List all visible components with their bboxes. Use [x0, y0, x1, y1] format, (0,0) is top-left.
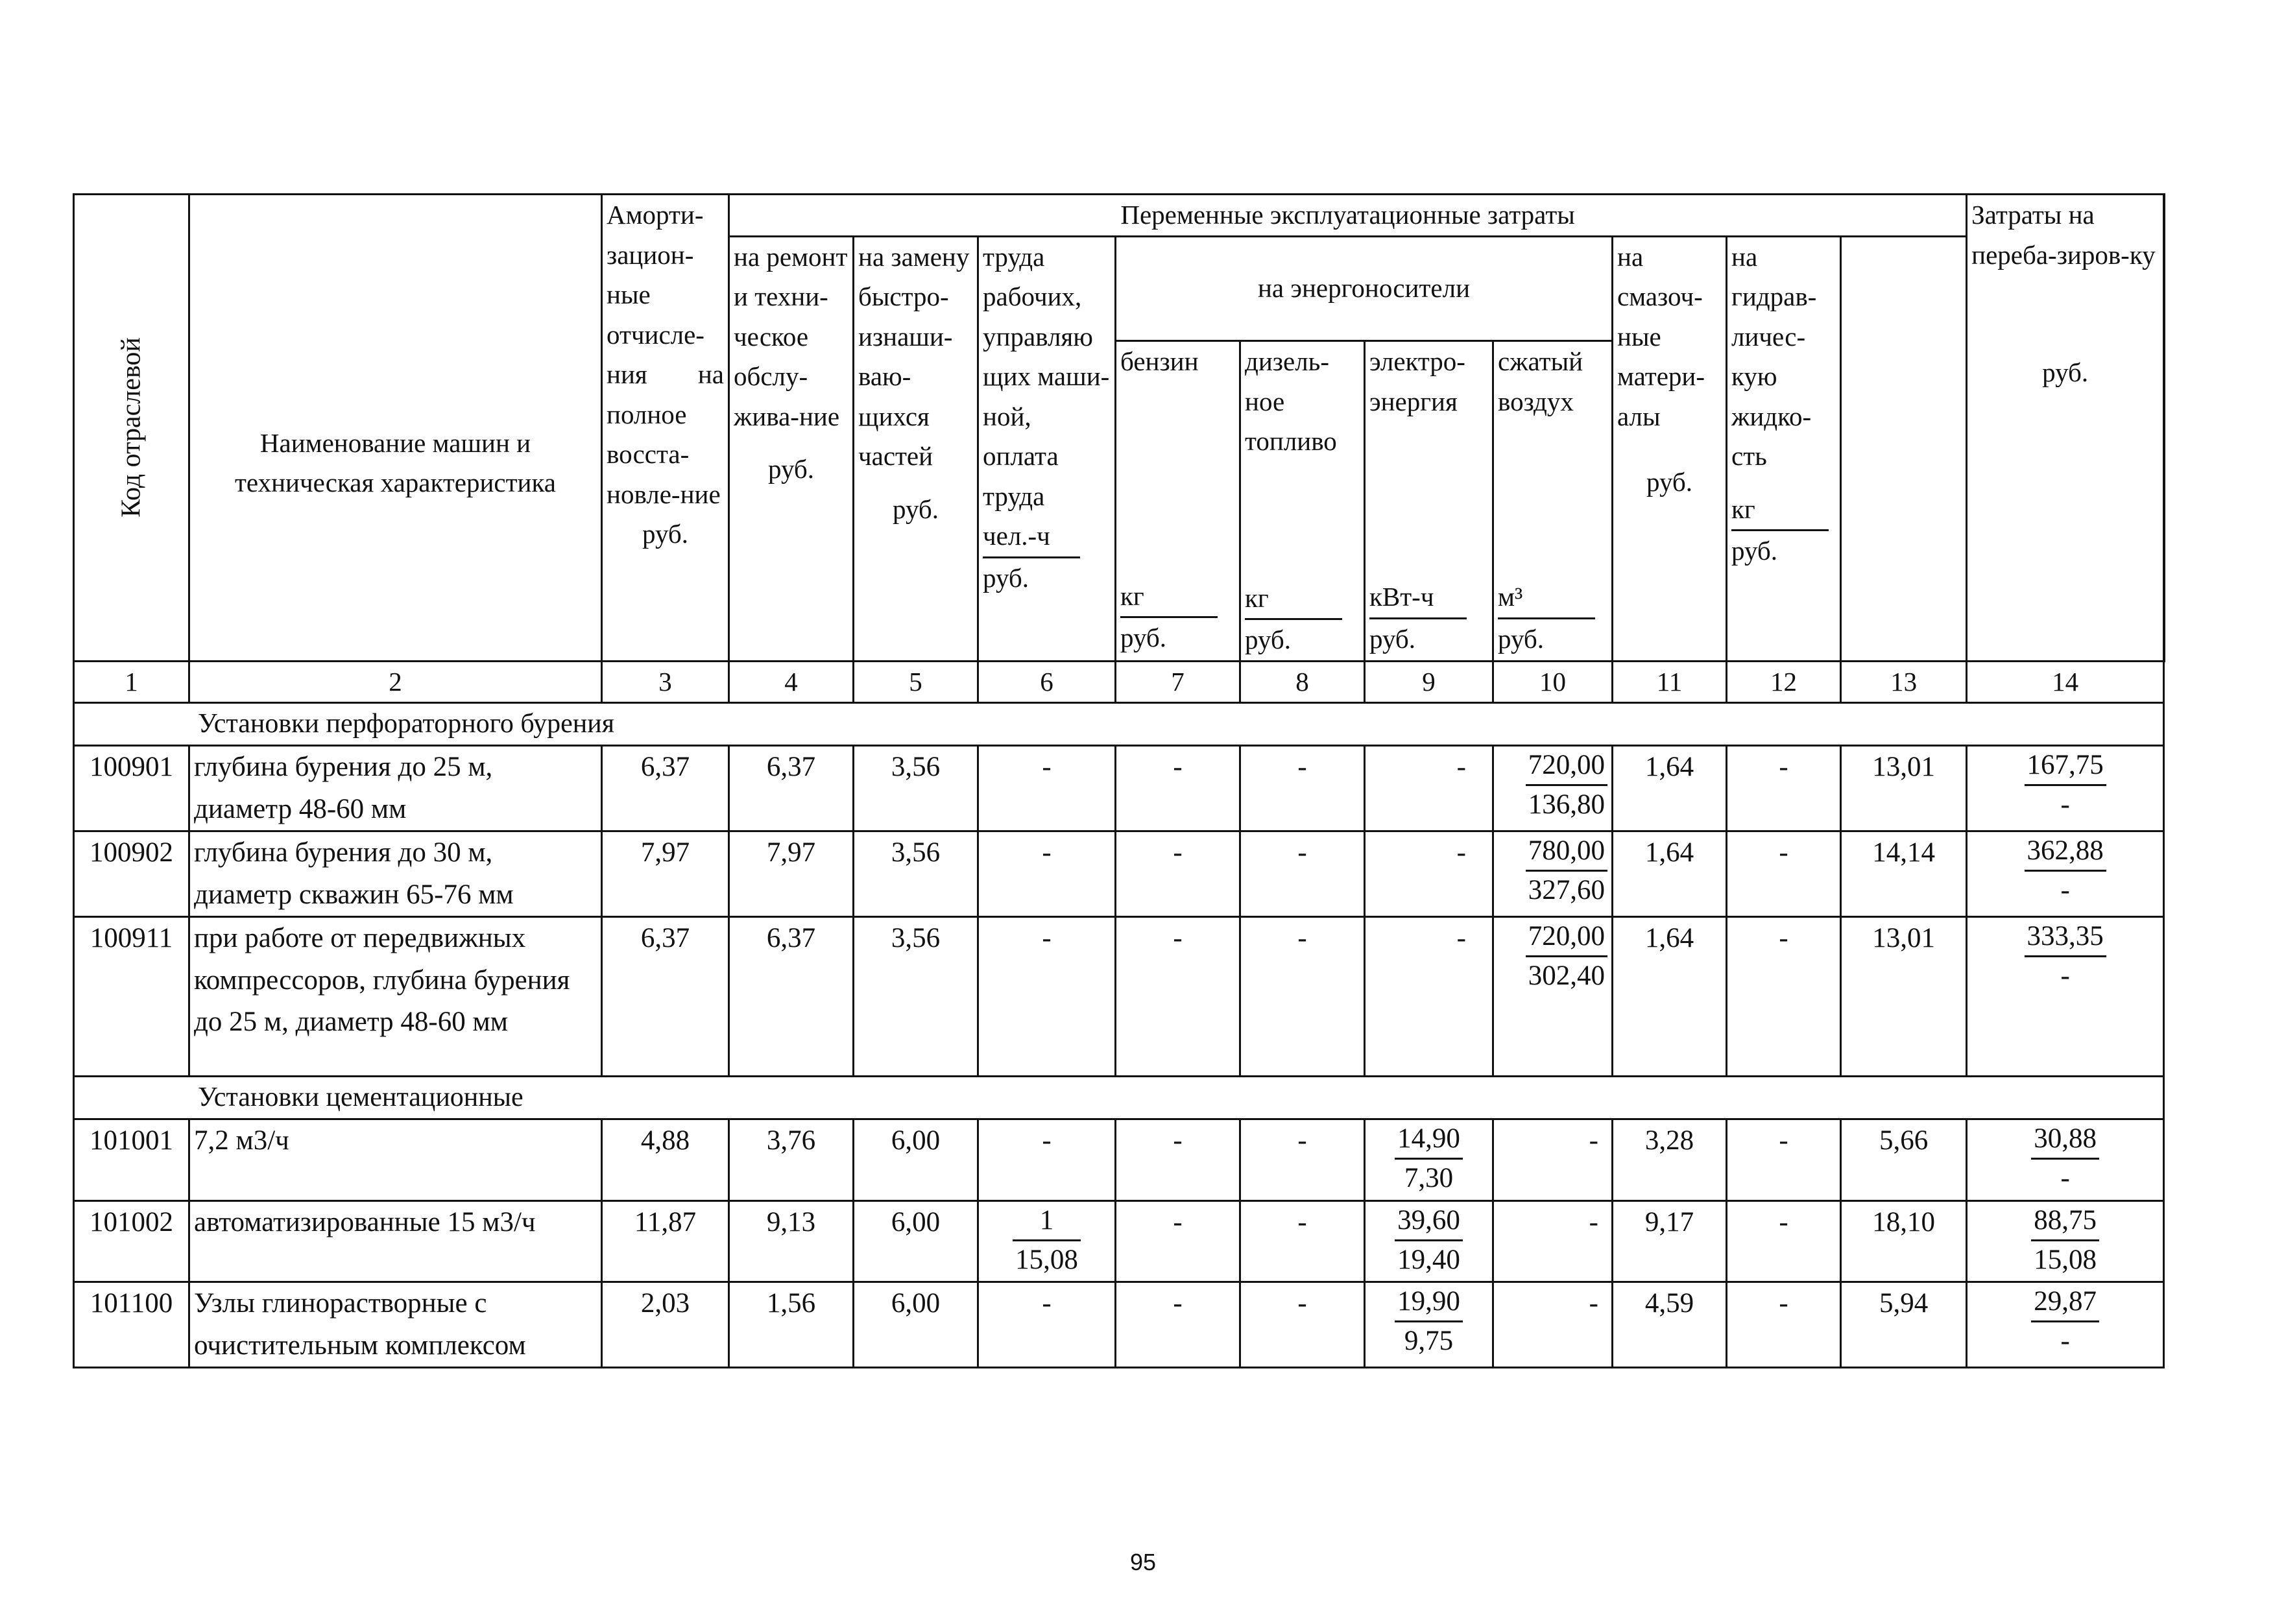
header-parts-label: на замену быстро-изнаши-ваю-щихся частей: [858, 241, 970, 471]
fraction-bottom: 19,40: [1397, 1244, 1460, 1275]
cell-estimate: [1967, 1119, 2164, 1201]
row-code: 100901: [74, 746, 189, 831]
unit-label: кг: [1731, 490, 1829, 532]
unit-label: руб.: [1369, 623, 1416, 654]
section-header-row: [74, 703, 2165, 746]
fraction-bottom: -: [2060, 789, 2070, 820]
cell-diesel: -: [1240, 1200, 1365, 1282]
row-code: 101100: [74, 1282, 189, 1368]
fraction-bottom: 9,75: [1404, 1326, 1454, 1357]
column-number: 1: [74, 661, 189, 703]
cell-relocation: 13,01: [1841, 917, 1967, 1077]
table-row: [74, 1119, 2165, 1201]
cell-petrol: -: [1116, 1282, 1240, 1368]
unit-label: чел.-ч: [983, 516, 1080, 558]
cell-relocation: 13,01: [1841, 746, 1967, 831]
header-variable-costs-label: Переменные эксплуатационные затраты: [1120, 200, 1575, 230]
cell-repair: 6,37: [729, 746, 854, 831]
header-hydraulic-label: на гидрав-личес-кую жидко-сть: [1731, 241, 1817, 471]
header-relocation-label: Затраты на переба-зиров-ку: [1971, 200, 2156, 270]
cell-hydraulic: -: [1727, 1119, 1841, 1201]
cell-estimate: [1967, 831, 2164, 917]
fraction-top: 39,60: [1395, 1202, 1463, 1241]
cell-relocation: 5,66: [1841, 1119, 1967, 1201]
cell-diesel: -: [1240, 746, 1365, 831]
cell-relocation: 18,10: [1841, 1200, 1967, 1282]
cell-petrol: -: [1116, 831, 1240, 917]
cell-parts: 6,00: [854, 1200, 978, 1282]
cell-labor: -: [978, 746, 1116, 831]
header-labor-label: труда рабочих, управляю щих маши-ной, оплата труда: [983, 241, 1110, 511]
cell-parts: 6,00: [854, 1119, 978, 1201]
cell-parts: 3,56: [854, 831, 978, 917]
cell-diesel: -: [1240, 831, 1365, 917]
unit-label: м³: [1498, 577, 1595, 619]
header-repair: [729, 236, 854, 661]
cell-lubricants: 1,64: [1613, 746, 1727, 831]
cell-compressed-air: -: [1493, 1282, 1613, 1368]
cell-electricity: -: [1365, 917, 1493, 1077]
cell-petrol: -: [1116, 917, 1240, 1077]
row-name: автоматизированные 15 м3/ч: [189, 1200, 602, 1282]
cell-hydraulic: -: [1727, 917, 1841, 1077]
cell-amortization: 11,87: [602, 1200, 729, 1282]
fraction-bottom: 15,08: [2034, 1244, 2097, 1275]
cell-diesel: -: [1240, 1282, 1365, 1368]
cell-repair: 1,56: [729, 1282, 854, 1368]
cell-labor: [978, 1200, 1116, 1282]
row-name: Узлы глинорастворные с очистительным комплексом: [189, 1282, 602, 1368]
cell-estimate: [1967, 1282, 2164, 1368]
cell-repair: 7,97: [729, 831, 854, 917]
header-diesel-label: дизель-ное топливо: [1245, 346, 1337, 456]
table-row: [74, 1200, 2165, 1282]
fraction-bottom: 15,08: [1015, 1244, 1078, 1275]
unit-label: кВт-ч: [1369, 577, 1467, 619]
header-energy: [1116, 236, 1613, 341]
cell-petrol: -: [1116, 1200, 1240, 1282]
header-name-label: Наименование машин и техническая характеристика: [235, 427, 556, 498]
fraction-bottom: -: [2060, 1163, 2070, 1194]
cell-repair: 9,13: [729, 1200, 854, 1282]
fraction-top: 19,90: [1395, 1283, 1463, 1322]
fraction-top: 30,88: [2031, 1120, 2099, 1160]
cell-lubricants: 3,28: [1613, 1119, 1727, 1201]
cell-parts: 3,56: [854, 917, 978, 1077]
column-number: 2: [189, 661, 602, 703]
fraction-bottom: 302,40: [1528, 961, 1605, 992]
cell-hydraulic: -: [1727, 831, 1841, 917]
cell-lubricants: 4,59: [1613, 1282, 1727, 1368]
unit-label: руб.: [1245, 625, 1292, 654]
fraction-top: 88,75: [2031, 1202, 2099, 1241]
fraction-top: 362,88: [2025, 832, 2106, 872]
header-repair-label: на ремонт и техни-ческое обслу-жива-ние: [734, 241, 848, 431]
fraction-top: 1: [1013, 1202, 1081, 1241]
cell-parts: 3,56: [854, 746, 978, 831]
cell-petrol: -: [1116, 1119, 1240, 1201]
row-name: глубина бурения до 25 м, диаметр 48-60 мм: [189, 746, 602, 831]
column-number: 6: [978, 661, 1116, 703]
section-header-row: [74, 1077, 2165, 1119]
cell-estimate: [1967, 746, 2164, 831]
cell-lubricants: 1,64: [1613, 831, 1727, 917]
cell-labor: -: [978, 917, 1116, 1077]
fraction-bottom: 327,60: [1528, 875, 1605, 906]
column-number: 3: [602, 661, 729, 703]
fraction-top: 29,87: [2031, 1283, 2099, 1322]
cell-estimate: [1967, 1200, 2164, 1282]
cell-estimate: [1967, 917, 2164, 1077]
header-estimate: [2164, 195, 2165, 662]
cell-amortization: 6,37: [602, 746, 729, 831]
cell-hydraulic: -: [1727, 746, 1841, 831]
fraction-top: 780,00: [1526, 832, 1607, 872]
fraction-bottom: 7,30: [1404, 1163, 1454, 1194]
unit-label: руб.: [642, 519, 689, 549]
cell-labor: -: [978, 1119, 1116, 1201]
page-number: 95: [1129, 1549, 1157, 1575]
column-number: 11: [1613, 661, 1727, 703]
header-petrol-label: бензин: [1120, 346, 1199, 376]
cell-diesel: -: [1240, 917, 1365, 1077]
header-parts: [854, 236, 978, 661]
row-code: 101002: [74, 1200, 189, 1282]
header-name: [189, 195, 602, 662]
table-row: [74, 917, 2165, 1077]
section-title: Установки перфораторного бурения: [74, 703, 2164, 746]
header-compressed-air-label: сжатый воздух: [1498, 346, 1583, 416]
fraction-top: 167,75: [2025, 746, 2106, 786]
header-variable-costs: [729, 195, 1967, 237]
cell-compressed-air: [1493, 831, 1613, 917]
fraction-bottom: -: [2060, 1326, 2070, 1357]
header-amortization: [602, 195, 729, 662]
unit-label: руб.: [1731, 536, 1778, 566]
cell-hydraulic: -: [1727, 1282, 1841, 1368]
header-electricity: [1365, 341, 1493, 662]
unit-label: руб.: [1120, 623, 1167, 652]
cell-electricity: -: [1365, 831, 1493, 917]
cell-diesel: -: [1240, 1119, 1365, 1201]
unit-label: руб.: [1498, 623, 1545, 654]
cell-compressed-air: [1493, 746, 1613, 831]
fraction-top: 14,90: [1395, 1120, 1463, 1160]
section-title: Установки цементационные: [74, 1077, 2164, 1119]
unit-label: руб.: [1646, 467, 1693, 497]
unit-label: кг: [1120, 577, 1218, 619]
header-lubricants: [1613, 236, 1727, 661]
column-number: 4: [729, 661, 854, 703]
row-name: при работе от передвижных компрессоров, глубина бурения до 25 м, диаметр 48-60 мм: [189, 917, 602, 1077]
fraction-bottom: -: [2060, 875, 2070, 906]
cell-repair: 6,37: [729, 917, 854, 1077]
cell-amortization: 4,88: [602, 1119, 729, 1201]
header-code-label: Код отраслевой: [116, 337, 146, 518]
header-petrol: [1116, 341, 1240, 662]
cell-lubricants: 1,64: [1613, 917, 1727, 1077]
column-number: 14: [1967, 661, 2164, 703]
cell-lubricants: 9,17: [1613, 1200, 1727, 1282]
fraction-bottom: 136,80: [1528, 789, 1605, 820]
fraction-top: 333,35: [2025, 918, 2106, 957]
cell-compressed-air: -: [1493, 1200, 1613, 1282]
column-number: 8: [1240, 661, 1365, 703]
column-numbers-row: [74, 661, 2165, 703]
column-number: 10: [1493, 661, 1613, 703]
unit-label: кг: [1245, 579, 1342, 621]
table-row: [74, 1282, 2165, 1368]
cell-electricity: [1365, 1282, 1493, 1368]
column-number: 9: [1365, 661, 1493, 703]
unit-label: руб.: [767, 454, 815, 484]
machine-cost-table: [73, 193, 2165, 1368]
cell-labor: -: [978, 1282, 1116, 1368]
fraction-top: 720,00: [1526, 918, 1607, 957]
cell-electricity: -: [1365, 746, 1493, 831]
header-compressed-air: [1493, 341, 1613, 662]
cell-hydraulic: -: [1727, 1200, 1841, 1282]
header-labor: [978, 236, 1116, 661]
cell-relocation: 5,94: [1841, 1282, 1967, 1368]
row-name: глубина бурения до 30 м, диаметр скважин 65-76 мм: [189, 831, 602, 917]
column-number: 12: [1727, 661, 1841, 703]
unit-label: руб.: [983, 562, 1029, 593]
header-energy-label: на энергоносители: [1257, 273, 1471, 303]
column-number: 13: [1841, 661, 1967, 703]
column-number: 7: [1116, 661, 1240, 703]
header-hydraulic: [1727, 236, 1841, 661]
unit-label: руб.: [2042, 357, 2089, 387]
unit-label: руб.: [892, 494, 939, 524]
header-code: [74, 195, 189, 662]
header-electricity-label: электро-энергия: [1369, 346, 1465, 416]
cell-electricity: [1365, 1200, 1493, 1282]
cell-parts: 6,00: [854, 1282, 978, 1368]
cell-compressed-air: -: [1493, 1119, 1613, 1201]
cell-amortization: 7,97: [602, 831, 729, 917]
cell-repair: 3,76: [729, 1119, 854, 1201]
row-name: 7,2 м3/ч: [189, 1119, 602, 1201]
header-diesel: [1240, 341, 1365, 662]
fraction-bottom: -: [2060, 961, 2070, 992]
row-code: 100902: [74, 831, 189, 917]
cell-compressed-air: [1493, 917, 1613, 1077]
cell-amortization: 6,37: [602, 917, 729, 1077]
header-lubricants-label: на смазоч-ные матери-алы: [1617, 241, 1705, 431]
fraction-top: 720,00: [1526, 746, 1607, 786]
header-amortization-label: Аморти-зацион-ные отчисле-ния на полное восста-новле-ние: [607, 200, 724, 509]
cell-labor: -: [978, 831, 1116, 917]
table-row: [74, 831, 2165, 917]
cell-petrol: -: [1116, 746, 1240, 831]
table-row: [74, 746, 2165, 831]
cell-electricity: [1365, 1119, 1493, 1201]
cell-amortization: 2,03: [602, 1282, 729, 1368]
header-relocation: [1967, 195, 2164, 662]
row-code: 101001: [74, 1119, 189, 1201]
row-code: 100911: [74, 917, 189, 1077]
column-number: 5: [854, 661, 978, 703]
cell-relocation: 14,14: [1841, 831, 1967, 917]
